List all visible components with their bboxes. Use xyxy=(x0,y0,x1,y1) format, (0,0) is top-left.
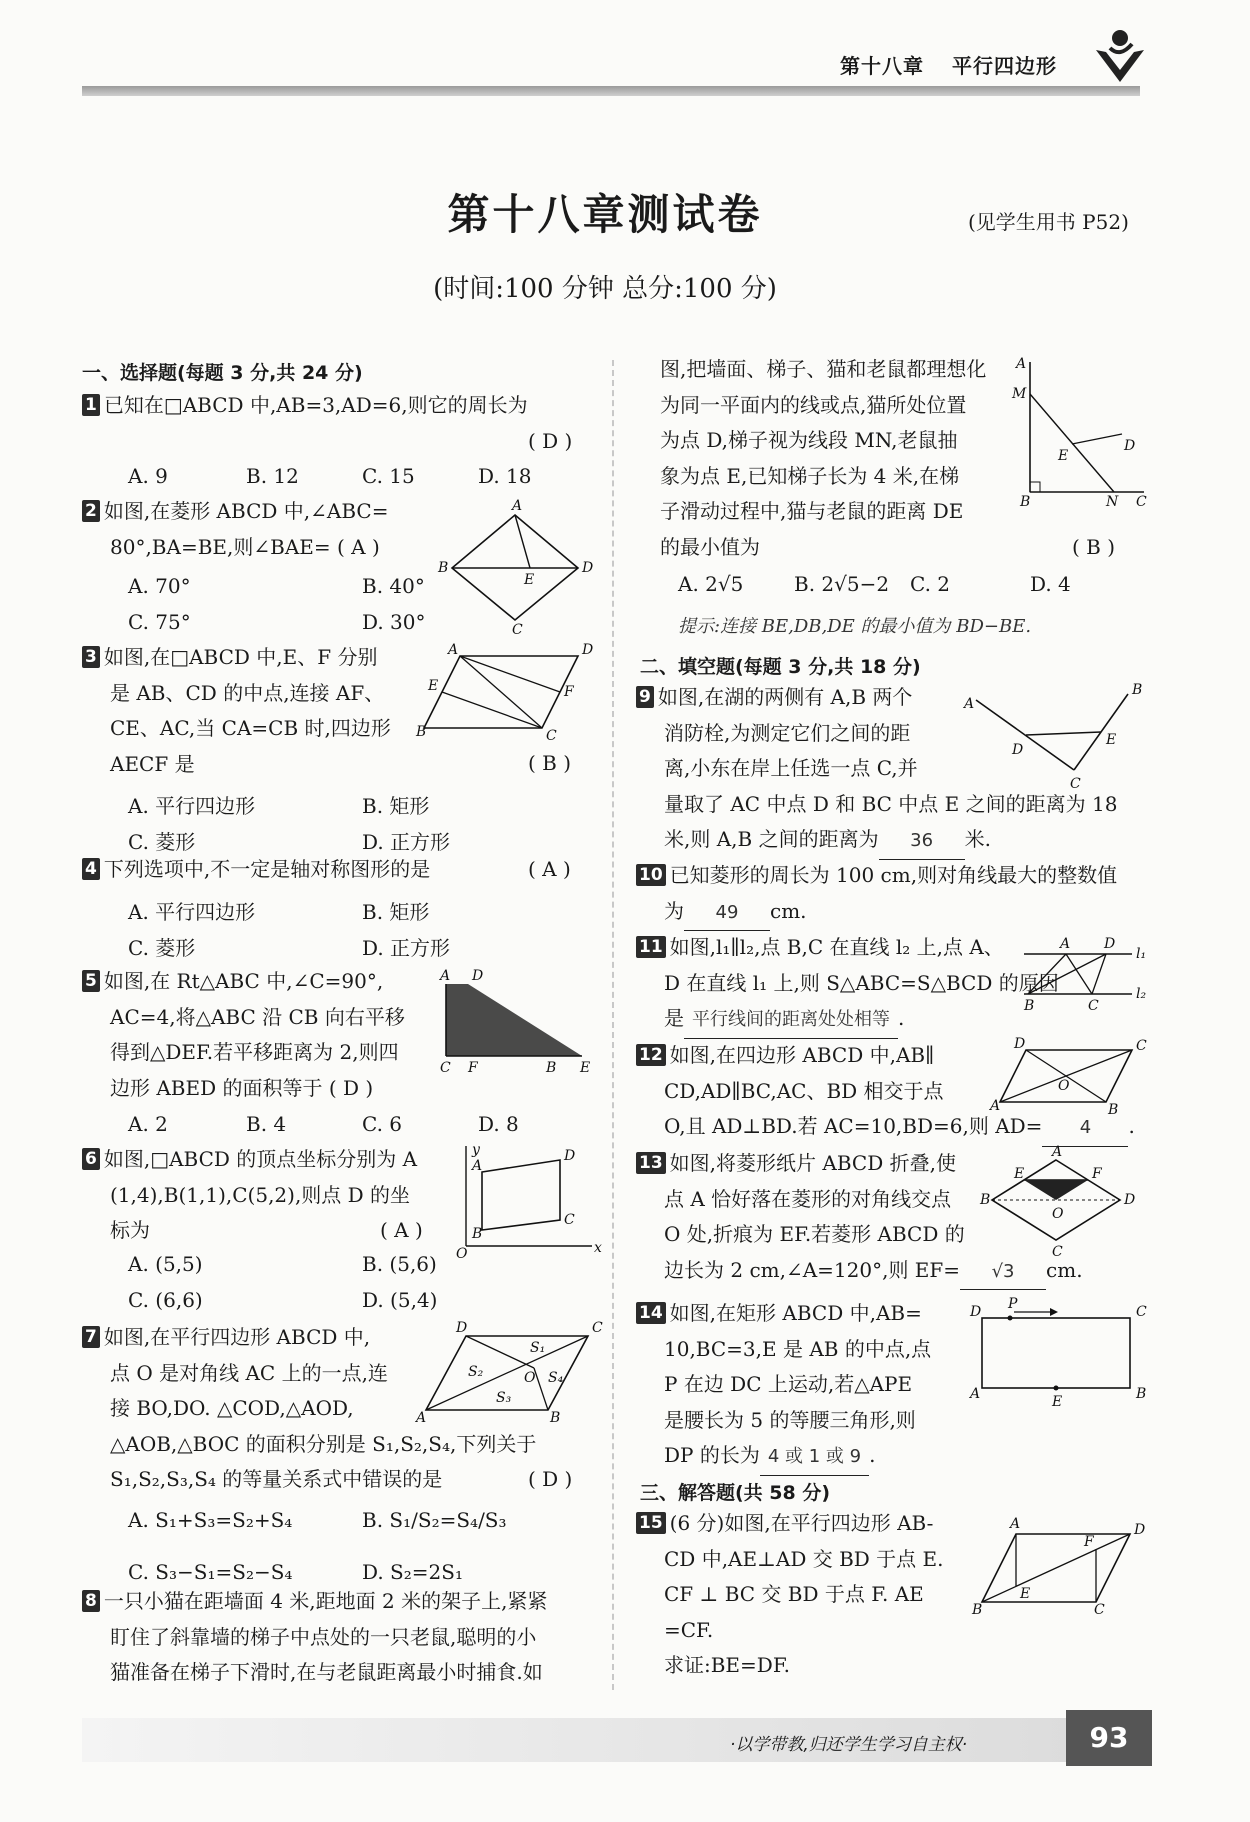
answer-q2: ( A ) xyxy=(336,534,380,559)
question-text: 为点 D,梯子视为线段 MN,老鼠抽 xyxy=(660,428,958,452)
option-b: B. 40° xyxy=(362,574,425,598)
question-text: 的最小值为 xyxy=(660,534,760,559)
svg-text:O: O xyxy=(1058,1078,1070,1094)
publisher-logo-icon xyxy=(1090,28,1150,86)
svg-text:C: C xyxy=(1052,1244,1063,1260)
svg-text:B: B xyxy=(1020,494,1031,510)
svg-text:B: B xyxy=(438,560,449,576)
question-text: . xyxy=(869,1443,876,1467)
option-c: C. 菱形 xyxy=(128,936,196,960)
answer-q3: ( B ) xyxy=(528,751,572,775)
question-text: 如图,在平行四边形 ABCD 中, xyxy=(103,1325,371,1349)
option-a: A. 2√5 xyxy=(678,572,744,596)
svg-text:D: D xyxy=(1134,1522,1146,1538)
figure-q2-rhombus xyxy=(438,498,598,638)
option-d: D. S₂=2S₁ xyxy=(362,1560,463,1584)
svg-text:E: E xyxy=(1020,1586,1031,1602)
question-text: CE、AC,当 CA=CB 时,四边形 xyxy=(110,716,391,740)
svg-text:A: A xyxy=(1052,1144,1063,1160)
question-text: 已知菱形的周长为 100 cm,则对角线最大的整数值 xyxy=(669,863,1118,887)
svg-text:C: C xyxy=(1070,776,1081,792)
option-d: D. 正方形 xyxy=(362,830,451,854)
answer-q6: ( A ) xyxy=(380,1218,423,1242)
option-b: B. 2√5−2 xyxy=(794,572,890,596)
question-text: △AOB,△BOC 的面积分别是 S₁,S₂,S₄,下列关于 xyxy=(110,1431,537,1456)
question-text: O,且 AD⊥BD.若 AC=10,BD=6,则 AD= xyxy=(664,1114,1043,1138)
question-text: 是腰长为 5 的等腰三角形,则 xyxy=(664,1407,916,1432)
footer-slogan: ·以学带教,归还学生学习自主权· xyxy=(730,1735,968,1755)
question-text: 离,小东在岸上任选一点 C,并 xyxy=(664,756,918,780)
svg-text:D: D xyxy=(456,1320,468,1336)
question-2 xyxy=(82,494,388,565)
svg-text:M: M xyxy=(1012,386,1027,402)
svg-text:C: C xyxy=(564,1212,575,1228)
option-c: C. 75° xyxy=(128,610,191,634)
question-number: 7 xyxy=(82,1326,100,1348)
option-a: A. S₁+S₃=S₂+S₄ xyxy=(128,1508,293,1532)
question-1 xyxy=(82,388,528,424)
option-c: C. 菱形 xyxy=(128,830,196,854)
svg-text:B: B xyxy=(550,1410,561,1426)
question-number: 6 xyxy=(82,1148,100,1170)
option-a: A. (5,5) xyxy=(128,1252,203,1276)
svg-text:B: B xyxy=(972,1602,983,1618)
svg-text:S₄: S₄ xyxy=(548,1370,564,1386)
figure-q3-parallelogram xyxy=(416,642,600,746)
question-text: 米,则 A,B 之间的距离为 xyxy=(664,827,879,851)
figure-q6-coordinate xyxy=(452,1142,602,1262)
svg-text:l₂: l₂ xyxy=(1136,986,1147,1002)
svg-text:P: P xyxy=(1008,1296,1018,1312)
svg-text:A: A xyxy=(964,696,975,712)
svg-text:O: O xyxy=(1052,1206,1064,1222)
question-text: 求证:BE=DF. xyxy=(664,1653,790,1677)
question-3 xyxy=(82,640,391,782)
option-a: A. 平行四边形 xyxy=(128,900,256,924)
question-text: CD 中,AE⊥AD 交 BD 于点 E. xyxy=(664,1546,944,1571)
svg-text:C: C xyxy=(546,728,557,744)
question-number: 4 xyxy=(82,858,100,880)
question-text: 10,BC=3,E 是 AB 的中点,点 xyxy=(664,1336,932,1361)
question-text: 如图,在四边形 ABCD 中,AB∥ xyxy=(669,1043,935,1067)
option-b: B. 矩形 xyxy=(362,794,430,818)
option-b: B. (5,6) xyxy=(362,1252,437,1276)
answer-blank-q9: 36 xyxy=(879,823,965,860)
option-a: A. 70° xyxy=(128,574,191,598)
question-number: 11 xyxy=(636,936,666,958)
question-text: D 在直线 l₁ 上,则 S△ABC=S△BCD 的原因 xyxy=(664,970,1059,995)
answer-q5: ( D ) xyxy=(328,1075,374,1100)
option-b: B. 4 xyxy=(246,1112,287,1136)
question-text: 80°,BA=BE,则∠BAE= xyxy=(110,534,331,559)
page-title: 第十八章测试卷 xyxy=(447,190,763,239)
question-number: 3 xyxy=(82,646,100,668)
question-text: cm. xyxy=(1046,1257,1083,1282)
option-d: D. 4 xyxy=(1030,572,1071,596)
question-number: 13 xyxy=(636,1152,666,1174)
svg-text:O: O xyxy=(524,1370,536,1386)
question-text: 如图,在菱形 ABCD 中,∠ABC= xyxy=(103,499,389,523)
svg-text:F: F xyxy=(1092,1166,1102,1182)
option-b: B. 矩形 xyxy=(362,900,430,924)
svg-text:S₃: S₃ xyxy=(496,1390,512,1406)
option-d: D. 正方形 xyxy=(362,936,451,960)
question-text: cm. xyxy=(770,898,807,923)
figure-q12-quadrilateral xyxy=(990,1036,1150,1120)
question-15 xyxy=(636,1506,944,1684)
book-reference: (见学生用书 P52) xyxy=(968,210,1129,234)
svg-text:A: A xyxy=(416,1410,427,1426)
question-text: 如图,在湖的两侧有 A,B 两个 xyxy=(657,685,913,709)
svg-text:B: B xyxy=(1136,1386,1147,1402)
header-rule xyxy=(82,86,1140,96)
svg-text:C: C xyxy=(1136,1038,1147,1054)
question-text: 如图,在□ABCD 中,E、F 分别 xyxy=(103,645,378,669)
exam-meta: (时间:100 分钟 总分:100 分) xyxy=(433,274,777,304)
figure-q7-parallelogram xyxy=(416,1320,603,1426)
question-text: 边长为 2 cm,∠A=120°,则 EF= xyxy=(664,1257,961,1282)
answer-blank-q13: √3 xyxy=(960,1254,1046,1291)
svg-text:D: D xyxy=(1012,742,1024,758)
question-text: 边形 ABED 的面积等于 xyxy=(110,1075,323,1100)
option-b: B. 12 xyxy=(246,464,299,488)
question-text: 点 A 恰好落在菱形的对角线交点 xyxy=(664,1186,952,1211)
svg-text:B: B xyxy=(1024,998,1035,1014)
svg-text:D: D xyxy=(564,1148,576,1164)
question-text: 象为点 E,已知梯子长为 4 米,在梯 xyxy=(660,463,960,488)
svg-text:S₁: S₁ xyxy=(530,1340,546,1356)
question-number: 15 xyxy=(636,1512,666,1534)
question-text: AC=4,将△ABC 沿 CB 向右平移 xyxy=(110,1004,405,1029)
question-text: 为同一平面内的线或点,猫所处位置 xyxy=(660,392,967,417)
question-text: 为 xyxy=(664,898,684,923)
svg-text:B: B xyxy=(1108,1102,1119,1118)
option-a: A. 2 xyxy=(128,1112,168,1136)
question-text: O 处,折痕为 EF.若菱形 ABCD 的 xyxy=(664,1222,965,1246)
answer-blank-q14: 4 或 1 或 9 xyxy=(760,1439,869,1476)
svg-text:l₁: l₁ xyxy=(1136,946,1147,962)
answer-blank-q11: 平行线间的距离处处相等 xyxy=(684,1002,898,1039)
svg-text:F: F xyxy=(564,684,574,700)
answer-q8: ( B ) xyxy=(1072,535,1116,559)
option-a: A. 平行四边形 xyxy=(128,794,256,818)
option-c: C. S₃−S₁=S₂−S₄ xyxy=(128,1560,293,1584)
svg-text:D: D xyxy=(472,968,484,984)
question-text: 盯住了斜靠墙的梯子中点处的一只老鼠,聪明的小 xyxy=(110,1624,537,1649)
svg-text:F: F xyxy=(468,1060,478,1076)
svg-text:E: E xyxy=(1106,732,1117,748)
figure-q14-rectangle xyxy=(968,1296,1148,1410)
question-text: 如图,在 Rt△ABC 中,∠C=90°, xyxy=(103,969,384,993)
question-text: 是 AB、CD 的中点,连接 AF、 xyxy=(110,680,385,705)
option-b: B. S₁/S₂=S₄/S₃ xyxy=(362,1508,507,1532)
question-number: 10 xyxy=(636,864,666,886)
question-text: 一只小猫在距墙面 4 米,距地面 2 米的架子上,紧紧 xyxy=(103,1589,548,1613)
option-d: D. 18 xyxy=(478,464,532,488)
question-10 xyxy=(636,858,1117,931)
chapter-label: 第十八章 xyxy=(840,54,924,78)
svg-text:D: D xyxy=(1124,438,1136,454)
question-5 xyxy=(82,964,405,1106)
svg-text:B: B xyxy=(1132,682,1143,698)
question-text: 米. xyxy=(964,827,991,851)
svg-text:C: C xyxy=(1136,1304,1147,1320)
option-d: D. 8 xyxy=(478,1112,519,1136)
question-number: 8 xyxy=(82,1590,100,1612)
answer-blank-q12: 4 xyxy=(1042,1110,1128,1147)
hint-q8: 提示:连接 BE,DB,DE 的最小值为 BD−BE. xyxy=(678,616,1032,637)
svg-text:A: A xyxy=(1016,356,1027,372)
svg-text:E: E xyxy=(1014,1166,1025,1182)
figure-q8-ladder xyxy=(1010,358,1150,508)
answer-q7: ( D ) xyxy=(528,1467,573,1491)
question-text: AECF 是 xyxy=(110,751,195,776)
svg-text:B: B xyxy=(472,1226,483,1242)
svg-text:A: A xyxy=(512,498,523,514)
option-c: C. 15 xyxy=(362,464,415,488)
svg-text:E: E xyxy=(428,678,439,694)
question-text: =CF. xyxy=(664,1617,714,1642)
svg-text:E: E xyxy=(580,1060,591,1076)
question-text: (1,4),B(1,1),C(5,2),则点 D 的坐 xyxy=(110,1182,411,1207)
figure-q15-parallelogram xyxy=(972,1514,1154,1618)
question-text: S₁,S₂,S₃,S₄ 的等量关系式中错误的是 xyxy=(110,1467,443,1491)
option-c: C. 6 xyxy=(362,1112,403,1136)
svg-text:E: E xyxy=(1052,1394,1063,1410)
svg-text:B: B xyxy=(416,724,427,740)
option-c: C. 2 xyxy=(910,572,951,596)
svg-text:y: y xyxy=(472,1142,480,1158)
option-d: D. (5,4) xyxy=(362,1288,438,1312)
question-4 xyxy=(82,852,430,888)
option-a: A. 9 xyxy=(128,464,168,488)
question-text: 消防栓,为测定它们之间的距 xyxy=(664,720,911,745)
svg-text:D: D xyxy=(1014,1036,1026,1052)
question-number: 14 xyxy=(636,1302,666,1324)
svg-text:A: A xyxy=(970,1386,981,1402)
question-text: 如图,l₁∥l₂,点 B,C 在直线 l₂ 上,点 A、 xyxy=(669,935,1004,959)
question-text: 已知在□ABCD 中,AB=3,AD=6,则它的周长为 xyxy=(103,393,528,417)
question-text: . xyxy=(1128,1114,1135,1138)
topic-label: 平行四边形 xyxy=(952,54,1057,78)
question-number: 9 xyxy=(636,686,654,708)
option-d: D. 30° xyxy=(362,610,426,634)
running-header xyxy=(840,50,1085,79)
svg-text:D: D xyxy=(582,642,594,658)
svg-text:C: C xyxy=(1094,1602,1105,1618)
question-text: 子滑动过程中,猫与老鼠的距离 DE xyxy=(660,499,964,523)
question-text: 下列选项中,不一定是轴对称图形的是 xyxy=(103,857,431,881)
answer-q4: ( A ) xyxy=(528,857,571,881)
question-text: 图,把墙面、梯子、猫和老鼠都理想化 xyxy=(660,357,987,381)
question-text: 如图,□ABCD 的顶点坐标分别为 A xyxy=(103,1147,418,1171)
svg-text:D: D xyxy=(1104,936,1116,952)
question-number: 2 xyxy=(82,500,100,522)
question-text: 得到△DEF.若平移距离为 2,则四 xyxy=(110,1040,399,1064)
svg-text:C: C xyxy=(512,622,523,638)
question-text: 如图,将菱形纸片 ABCD 折叠,使 xyxy=(669,1151,956,1175)
question-text: . xyxy=(898,1006,905,1030)
figure-q11-parallel-lines xyxy=(1016,934,1156,1014)
question-number: 1 xyxy=(82,394,100,416)
question-14 xyxy=(636,1296,931,1476)
question-text: 点 O 是对角线 AC 上的一点,连 xyxy=(110,1360,388,1385)
svg-text:A: A xyxy=(1010,1516,1021,1532)
svg-text:A: A xyxy=(440,968,451,984)
question-text: 标为 xyxy=(110,1218,150,1242)
svg-text:A: A xyxy=(448,642,459,658)
question-8-continued xyxy=(660,352,986,565)
question-6 xyxy=(82,1142,417,1249)
option-c: C. (6,6) xyxy=(128,1288,203,1312)
svg-text:F: F xyxy=(1084,1534,1094,1550)
question-text: DP 的长为 xyxy=(664,1443,760,1467)
figure-q13-fold xyxy=(980,1144,1140,1260)
question-text: CD,AD∥BC,AC、BD 相交于点 xyxy=(664,1078,944,1103)
question-text: 量取了 AC 中点 D 和 BC 中点 E 之间的距离为 18 xyxy=(664,791,1118,816)
question-text: 如图,在矩形 ABCD 中,AB= xyxy=(669,1301,922,1325)
question-text: 接 BO,DO. △COD,△AOD, xyxy=(110,1396,354,1420)
svg-text:D: D xyxy=(1124,1192,1136,1208)
answer-blank-q10: 49 xyxy=(684,895,770,932)
svg-text:B: B xyxy=(980,1192,991,1208)
section-answer-heading: 三、解答题(共 58 分) xyxy=(640,1482,831,1504)
svg-text:C: C xyxy=(1136,494,1147,510)
svg-text:A: A xyxy=(1060,936,1071,952)
question-text: CF ⊥ BC 交 BD 于点 F. AE xyxy=(664,1582,924,1606)
section-fill-heading: 二、填空题(每题 3 分,共 18 分) xyxy=(640,656,921,678)
svg-text:x: x xyxy=(594,1240,602,1256)
section-choice-heading: 一、选择题(每题 3 分,共 24 分) xyxy=(82,362,363,384)
question-text: P 在边 DC 上运动,若△APE xyxy=(664,1372,913,1396)
question-8 xyxy=(82,1584,547,1691)
question-text: 猫准备在梯子下滑时,在与老鼠距离最小时捕食.如 xyxy=(110,1660,543,1684)
svg-text:C: C xyxy=(1088,998,1099,1014)
svg-text:S₂: S₂ xyxy=(468,1364,484,1380)
svg-text:C: C xyxy=(592,1320,603,1336)
question-11 xyxy=(636,930,1059,1039)
svg-text:O: O xyxy=(456,1246,468,1262)
question-text: (6 分)如图,在平行四边形 AB- xyxy=(669,1511,934,1535)
question-number: 5 xyxy=(82,970,100,992)
svg-text:B: B xyxy=(546,1060,557,1076)
column-divider xyxy=(612,360,614,1690)
svg-text:E: E xyxy=(1058,448,1069,464)
figure-q9-lake xyxy=(964,682,1150,794)
question-number: 12 xyxy=(636,1044,666,1066)
svg-text:D: D xyxy=(970,1304,982,1320)
answer-q1: ( D ) xyxy=(528,429,573,453)
svg-text:E: E xyxy=(524,572,535,588)
figure-q5-translation xyxy=(440,968,600,1076)
question-text: 是 xyxy=(664,1006,684,1030)
svg-text:D: D xyxy=(582,560,594,576)
svg-text:A: A xyxy=(472,1158,483,1174)
svg-text:C: C xyxy=(440,1060,451,1076)
page-number: 93 xyxy=(1066,1710,1152,1766)
svg-text:N: N xyxy=(1106,494,1119,510)
svg-text:A: A xyxy=(990,1098,1001,1114)
